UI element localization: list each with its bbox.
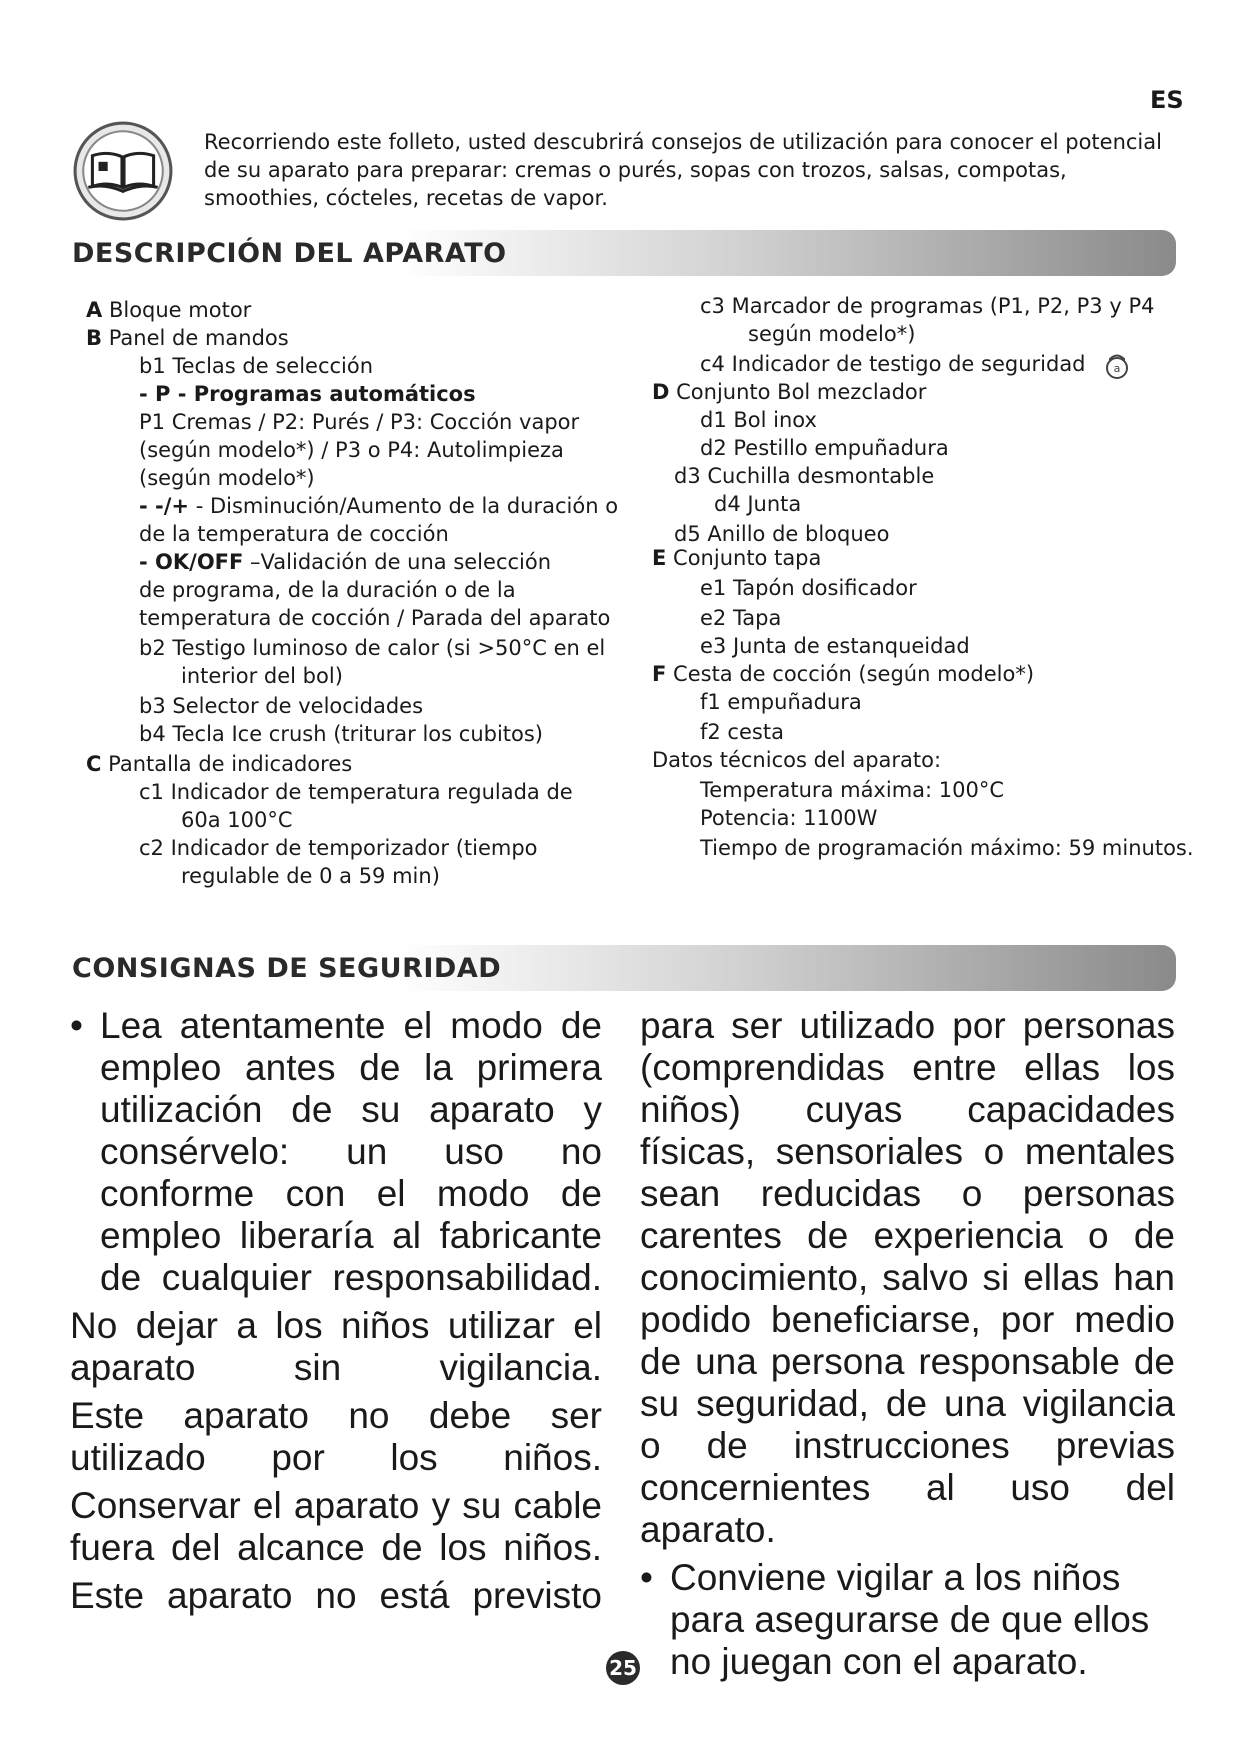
item-d2: d2 Pestillo empuñadura bbox=[700, 436, 949, 460]
safety-bullet bbox=[70, 1005, 602, 1299]
page-number: 25 bbox=[606, 1651, 640, 1685]
programs-line: P1 Cremas / P2: Purés / P3: Cocción vapor bbox=[139, 410, 580, 434]
safety-paragraph: Este aparato no está previsto bbox=[70, 1575, 602, 1616]
minus-plus-line: de la temperatura de cocción bbox=[139, 522, 449, 546]
item-f2: f2 cesta bbox=[700, 720, 784, 744]
item-b1: b1 Teclas de selección bbox=[139, 354, 374, 378]
safety-left-column bbox=[70, 1005, 602, 1617]
item-d5: d5 Anillo de bloqueo bbox=[674, 522, 890, 546]
programs-line: (según modelo*) bbox=[139, 466, 315, 490]
item-b3: b3 Selector de velocidades bbox=[139, 694, 424, 718]
section-title: CONSIGNAS DE SEGURIDAD bbox=[72, 953, 502, 984]
ok-off-line: de programa, de la duración o de la bbox=[139, 578, 516, 602]
safety-paragraph: No dejar a los niños utilizar el aparato sin vigilancia. bbox=[70, 1305, 602, 1388]
item-D: D Conjunto Bol mezclador bbox=[652, 380, 927, 404]
item-c1: c1 Indicador de temperatura regulada de bbox=[139, 780, 573, 804]
technical-temperature: Temperatura máxima: 100°C bbox=[700, 778, 1005, 802]
item-A: A Bloque motor bbox=[86, 298, 252, 322]
item-d3: d3 Cuchilla desmontable bbox=[674, 464, 935, 488]
item-c4: c4 Indicador de testigo de seguridad a bbox=[700, 350, 1132, 380]
safety-bullet-text: Conviene vigilar a los niños para asegurarse de que ellos no juegan con el aparato. bbox=[670, 1557, 1150, 1682]
safety-lock-icon bbox=[1102, 350, 1132, 380]
item-b2: b2 Testigo luminoso de calor (si >50°C en el bbox=[139, 636, 606, 660]
language-label: ES bbox=[1150, 86, 1184, 114]
bullet-dot-icon: • bbox=[70, 1005, 83, 1046]
item-c2: c2 Indicador de temporizador (tiempo bbox=[139, 836, 538, 860]
programs-line: (según modelo*) / P3 o P4: Autolimpieza bbox=[139, 438, 564, 462]
item-e1: e1 Tapón dosificador bbox=[700, 576, 917, 600]
item-c3: según modelo*) bbox=[748, 322, 916, 346]
item-c3: c3 Marcador de programas (P1, P2, P3 y P4 bbox=[700, 294, 1155, 318]
section-header-description bbox=[64, 230, 1176, 276]
book-icon bbox=[72, 120, 174, 222]
intro-paragraph: Recorriendo este folleto, usted descubrirá consejos de utilización para conocer el potencial de su aparato para preparar: cremas o purés, sopas con trozos, salsas, compotas, smoothies, cócteles, recetas de vapor. bbox=[204, 130, 1162, 210]
safety-bullet-text: Lea atentamente el modo de empleo antes de la primera utilización de su aparato y consérvelo: un uso no conforme con el modo de empleo liberaría al fabricante de cualquier responsabilidad. bbox=[100, 1005, 602, 1298]
item-B: B Panel de mandos bbox=[86, 326, 289, 350]
item-E: E Conjunto tapa bbox=[652, 546, 822, 570]
item-c2: regulable de 0 a 59 min) bbox=[181, 864, 440, 888]
item-b4: b4 Tecla Ice crush (triturar los cubitos) bbox=[139, 722, 544, 746]
safety-bullet bbox=[640, 1557, 1175, 1683]
item-F: F Cesta de cocción (según modelo*) bbox=[652, 662, 1035, 686]
section-header-safety bbox=[64, 945, 1176, 991]
item-e3: e3 Junta de estanqueidad bbox=[700, 634, 970, 658]
technical-power: Potencia: 1100W bbox=[700, 806, 878, 830]
item-b2: interior del bol) bbox=[181, 664, 343, 688]
item-C: C Pantalla de indicadores bbox=[86, 752, 353, 776]
item-c1: 60a 100°C bbox=[181, 808, 293, 832]
ok-off-line: - OK/OFF –Validación de una selección bbox=[139, 550, 552, 574]
item-f1: f1 empuñadura bbox=[700, 690, 862, 714]
ok-off-line: temperatura de cocción / Parada del aparato bbox=[139, 606, 611, 630]
safety-right-column bbox=[640, 1005, 1175, 1683]
safety-paragraph: para ser utilizado por personas (comprendidas entre ellas los niños) cuyas capacidades físicas, sensoriales o mentales sean reducidas o personas carentes de experiencia o de conocimiento, salvo si ellas han podido beneficiarse, por medio de una persona responsable de su seguridad, de una vigilancia o de instrucciones previas concernientes al uso del aparato. bbox=[640, 1005, 1175, 1550]
minus-plus-line: - -/+ - Disminución/Aumento de la duración o bbox=[139, 494, 619, 518]
item-e2: e2 Tapa bbox=[700, 606, 782, 630]
bullet-dot-icon: • bbox=[640, 1557, 653, 1598]
section-title: DESCRIPCIÓN DEL APARATO bbox=[72, 238, 507, 269]
programs-title: - P - Programas automáticos bbox=[139, 382, 476, 406]
safety-paragraph: Conservar el aparato y su cable fuera del alcance de los niños. bbox=[70, 1485, 602, 1568]
item-d4: d4 Junta bbox=[714, 492, 802, 516]
item-d1: d1 Bol inox bbox=[700, 408, 817, 432]
technical-data-title: Datos técnicos del aparato: bbox=[652, 748, 942, 772]
technical-time: Tiempo de programación máximo: 59 minutos. bbox=[700, 836, 1194, 860]
svg-text:a: a bbox=[1113, 362, 1121, 375]
safety-paragraph: Este aparato no debe ser utilizado por los niños. bbox=[70, 1395, 602, 1478]
